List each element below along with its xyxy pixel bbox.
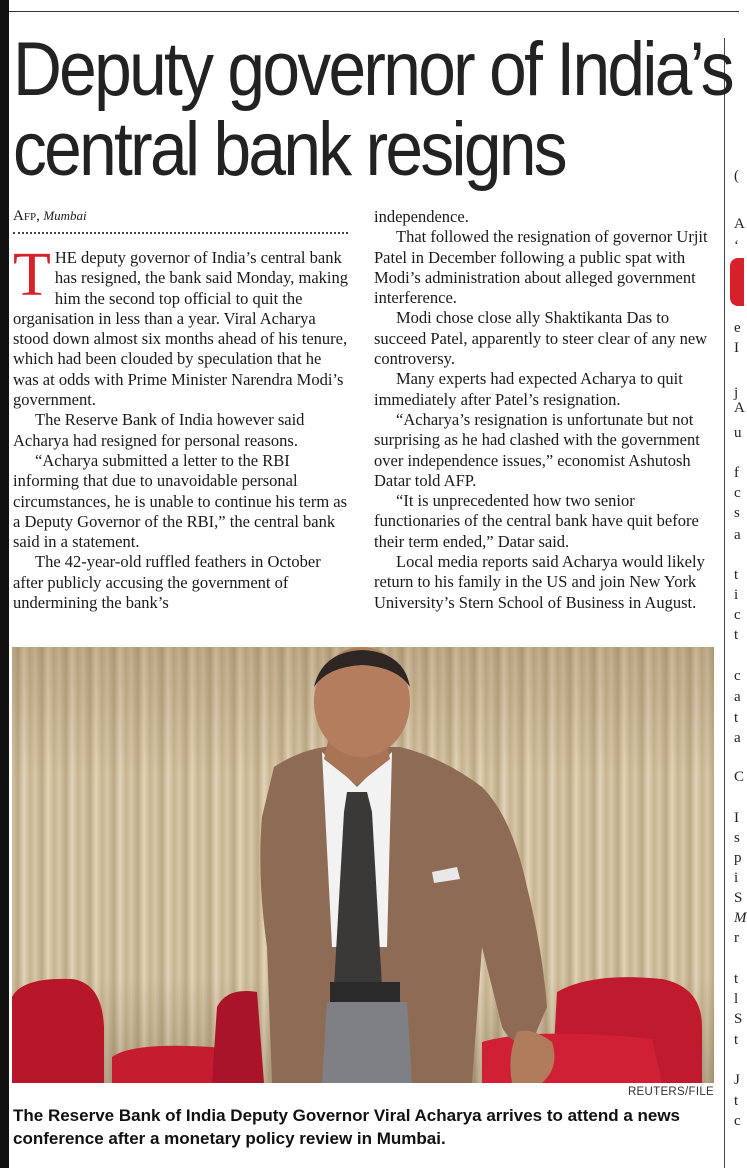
edge-letter: I <box>734 340 739 356</box>
drop-cap: T <box>13 241 51 309</box>
edge-letter: A <box>734 216 745 232</box>
edge-letter: S <box>734 1011 743 1027</box>
paragraph-1-text: deputy governor of India’s central bank has resigned, the bank said Monday, making him the second top official to quit the organisation in less than a year. Viral Acharya stood down almost six months ahead of his tenure, which had been clouded by speculation that he was at odds with Prime Minister Narendra Modi’s government. <box>13 248 348 410</box>
paragraph-5: independence. <box>374 207 469 226</box>
paragraph-10: “It is unprecedented how two senior functionaries of the central bank have quit before their term ended,” Datar said. <box>374 491 699 551</box>
photo-caption: The Reserve Bank of India Deputy Governor Viral Acharya arrives to attend a news conference after a monetary policy review in Mumbai. <box>13 1106 681 1148</box>
trousers <box>322 1002 412 1083</box>
edge-letter: c <box>734 607 741 623</box>
paragraph-3: “Acharya submitted a letter to the RBI informing that due to unavoidable personal circumstances, he is unable to continue his term as a Deputy Governor of the RBI,” the central bank said in a statement. <box>13 450 348 552</box>
byline-agency: Afp, <box>13 208 40 224</box>
edge-letter: t <box>734 710 739 726</box>
edge-letter: M <box>734 910 747 926</box>
red-chair-back <box>212 991 264 1083</box>
edge-letter: C <box>734 769 745 785</box>
lead-caps: HE <box>54 248 77 267</box>
edge-letter: s <box>734 505 740 521</box>
paragraph-6: That followed the resignation of governor Urjit Patel in December following a public spat with Modi’s administration about alleged government interference. <box>374 227 708 308</box>
edge-letter: ( <box>734 168 739 184</box>
byline-place: Mumbai <box>43 208 87 223</box>
edge-letter: i <box>734 587 739 603</box>
paragraph-11: Local media reports said Acharya would likely return to his family in the US and join New York University’s Stern School of Business in August. <box>374 552 705 612</box>
byline <box>13 208 87 225</box>
red-chair-left <box>12 979 104 1083</box>
edge-letter: p <box>734 850 742 866</box>
edge-letter: A <box>734 400 745 416</box>
edge-letter: t <box>734 567 739 583</box>
article-column-2 <box>374 207 719 613</box>
edge-letter: ‘ <box>734 238 739 254</box>
paragraph-7: Modi chose close ally Shaktikanta Das to succeed Patel, apparently to steer clear of any new controversy. <box>374 308 708 369</box>
column-rule <box>724 38 725 1168</box>
paragraph-1 <box>13 241 351 410</box>
edge-letter: t <box>734 1032 739 1048</box>
news-photo <box>12 647 714 1083</box>
paragraph-2: The Reserve Bank of India however said Acharya had resigned for personal reasons. <box>13 410 305 450</box>
edge-red-mark <box>730 258 744 306</box>
red-chair-front <box>482 1034 662 1083</box>
page-edge-bar <box>0 0 9 1168</box>
belt <box>330 982 400 1002</box>
edge-letter: J <box>734 1072 740 1088</box>
edge-letter: S <box>734 890 743 906</box>
edge-letter: r <box>734 930 739 946</box>
edge-letter: s <box>734 830 740 846</box>
edge-letter: l <box>734 991 739 1007</box>
headline <box>13 27 732 192</box>
paragraph-9: “Acharya’s resignation is unfortunate but not surprising as he had clashed with the government over independence issues,” economist Ashutosh Datar told AFP. <box>374 409 700 490</box>
edge-letter: e <box>734 320 741 336</box>
dotted-divider <box>13 232 348 234</box>
headline-line-2: central bank resigns <box>13 107 565 192</box>
article-column-1 <box>13 241 351 613</box>
edge-letter: I <box>734 810 739 826</box>
headline-line-1: Deputy governor of India’s <box>13 27 732 112</box>
edge-letter: a <box>734 730 741 746</box>
edge-letter: t <box>734 971 739 987</box>
edge-letter: j <box>734 385 739 401</box>
edge-letter: f <box>734 465 739 481</box>
edge-letter: i <box>734 870 739 886</box>
paragraph-4: The 42-year-old ruffled feathers in October after publicly accusing the government of undermining the bank’s <box>13 552 321 613</box>
edge-letter: t <box>734 1093 739 1109</box>
top-rule <box>9 11 739 12</box>
edge-letter: a <box>734 527 741 543</box>
photo-illustration <box>12 647 714 1083</box>
edge-letter: c <box>734 668 741 684</box>
edge-letter: u <box>734 425 742 441</box>
edge-letter: c <box>734 485 741 501</box>
edge-letter: a <box>734 689 741 705</box>
edge-letter: c <box>734 1113 741 1129</box>
paragraph-8: Many experts had expected Acharya to quit immediately after Patel’s resignation. <box>374 369 683 409</box>
edge-letter: t <box>734 627 739 643</box>
photo-credit: REUTERS/FILE <box>627 1086 714 1098</box>
